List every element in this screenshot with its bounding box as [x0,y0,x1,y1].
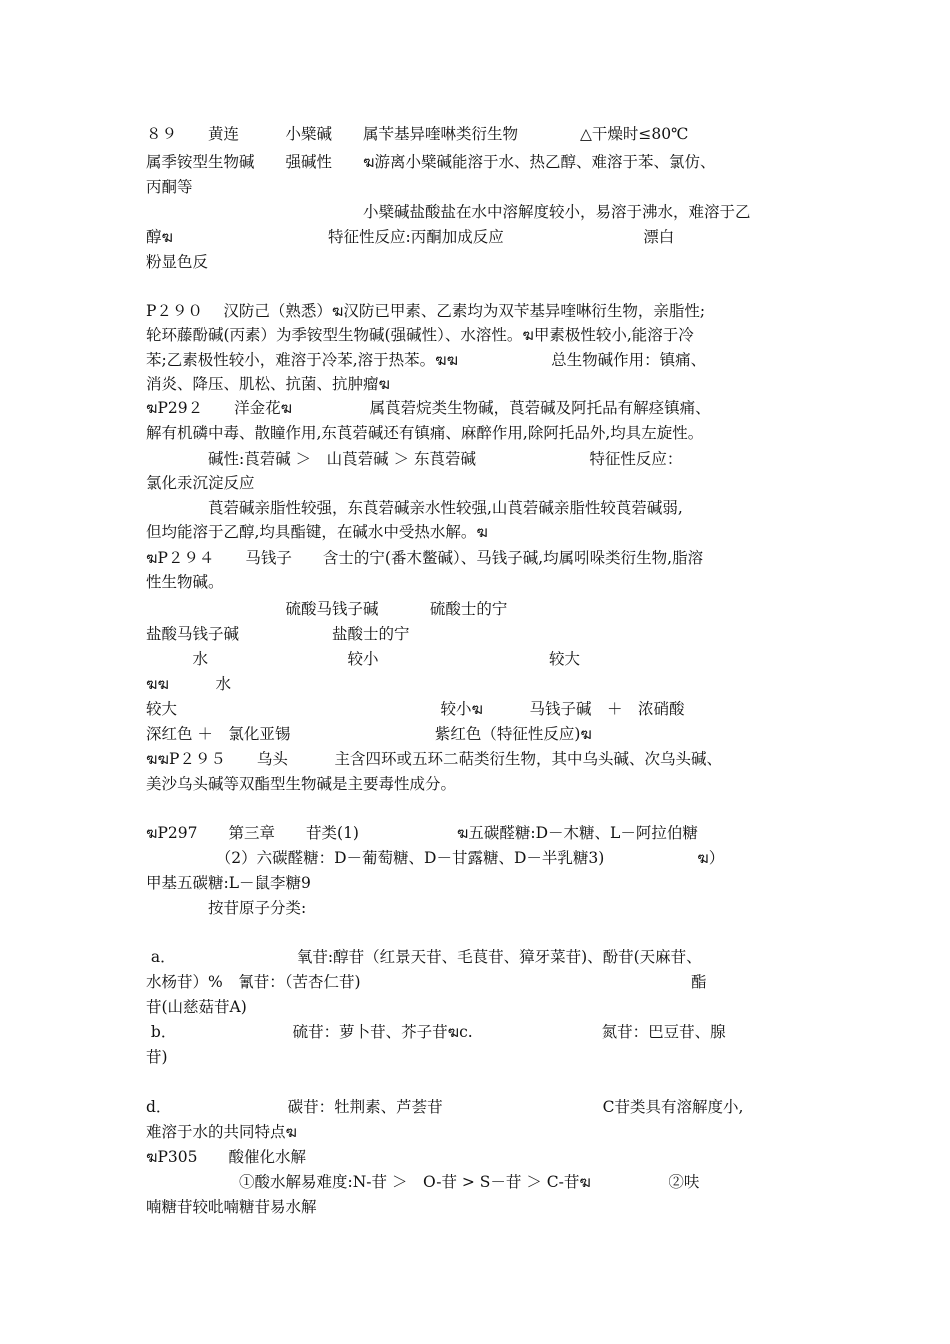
text-line: 轮环藤酚碱(丙素）为季铵型生物碱(强碱性）、水溶性。ฆ甲素极性较小,能溶于冷 [146,326,694,344]
text-line: ฆฆP２９５ 乌头 主含四环或五环二萜类衍生物，其中乌头碱、次乌头碱、 [146,750,722,768]
text-line: 莨菪碱亲脂性较强，东莨菪碱亲水性较强,山莨菪碱亲脂性较莨菪碱弱, [146,499,683,517]
text-line: 属季铵型生物碱 强碱性 ฆ游离小檗碱能溶于水、热乙醇、难溶于苯、氯仿、 [146,153,716,171]
text-line: 甲基五碳糖:L－鼠李糖9 [146,874,311,892]
text-line: （2）六碳醛糖：D－葡萄糖、D－甘露糖、D－半乳糖3) ฆ） [146,849,725,867]
text-line: 苯;乙素极性较小，难溶于冷苯,溶于热苯。ฆฆ 总生物碱作用：镇痛、 [146,351,707,369]
text-line: 粉显色反 [146,253,209,271]
text-line: 丙酮等 [146,178,193,196]
text-line: 硫酸马钱子碱 硫酸士的宁 [146,600,508,618]
text-line [146,275,811,299]
text-line: 小檗碱盐酸盐在水中溶解度较小，易溶于沸水，难溶于乙 [146,203,751,221]
text-line: ①酸水解易难度:N-苷 ＞ O-苷 > S－苷 ＞ C-苷ฆ ②呋 [146,1173,700,1191]
text-line: 性生物碱。 [146,573,224,591]
text-line [146,921,811,945]
text-line: 醇ฆ 特征性反应:丙酮加成反应 漂白 [146,228,675,246]
text-line: 碱性:莨菪碱 ＞ 山莨菪碱 ＞ 东莨菪碱 特征性反应： [146,450,683,468]
text-line: 美沙乌头碱等双酯型生物碱是主要毒性成分。 [146,775,457,793]
text-line: 深红色 ＋ 氯化亚锡 紫红色（特征性反应)ฆ [146,725,592,743]
text-line: 难溶于水的共同特点ฆ [146,1123,298,1141]
text-line: ฆP29２ 洋金花ฆ 属莨菪烷类生物碱，莨菪碱及阿托品有解痉镇痛、 [146,399,711,417]
text-line: 但均能溶于乙醇,均具酯键，在碱水中受热水解。ฆ [146,523,488,541]
text-line: ฆP２９４ 马钱子 含士的宁(番木鳖碱）、马钱子碱,均属吲哚类衍生物,脂溶 [146,549,704,567]
text-line [146,1070,811,1094]
text-line: ฆP305 酸催化水解 [146,1148,307,1166]
text-line: b． 硫苷：萝卜苷、芥子苷ฆc. 氮苷：巴豆苷、腺 [146,1023,726,1041]
text-line: ８９ 黄连 小檗碱 属苄基异喹啉类衍生物 △干燥时≤80℃ [146,125,689,143]
text-line: 水杨苷）% 氰苷：（苦杏仁苷) 酯 [146,973,707,991]
text-line: P２９０ 汉防己（熟悉）ฆ汉防已甲素、乙素均为双苄基异喹啉衍生物，亲脂性; [146,302,706,320]
text-line: ฆP297 第三章 苷类(1) ฆ五碳醛糖:D－木糖、L－阿拉伯糖 [146,824,698,842]
text-line: 解有机磷中毒、散瞳作用,东莨菪碱还有镇痛、麻醉作用,除阿托品外,均具左旋性。 [146,424,704,442]
text-line: 较大 较小ฆ 马钱子碱 ＋ 浓硝酸 [146,700,685,718]
text-line: 水 较小 较大 [146,650,581,668]
text-line: ฆฆ 水 [146,675,232,693]
text-line: 氯化汞沉淀反应 [146,474,255,492]
text-line: 苷) [146,1048,168,1066]
text-line: 苷(山慈菇苷A) [146,998,247,1016]
text-line: 盐酸马钱子碱 盐酸士的宁 [146,625,410,643]
text-line: 喃糖苷较吡喃糖苷易水解 [146,1198,317,1216]
text-line [146,797,811,821]
text-line: d． 碳苷：牡荆素、芦荟苷 C苷类具有溶解度小, [146,1098,744,1116]
text-line: a． 氧苷:醇苷（红景天苷、毛茛苷、獐牙菜苷)、酚苷(天麻苷、 [146,948,702,966]
text-line: 消炎、降压、肌松、抗菌、抗肿瘤ฆ [146,375,391,393]
text-line: 按苷原子分类: [146,899,307,917]
